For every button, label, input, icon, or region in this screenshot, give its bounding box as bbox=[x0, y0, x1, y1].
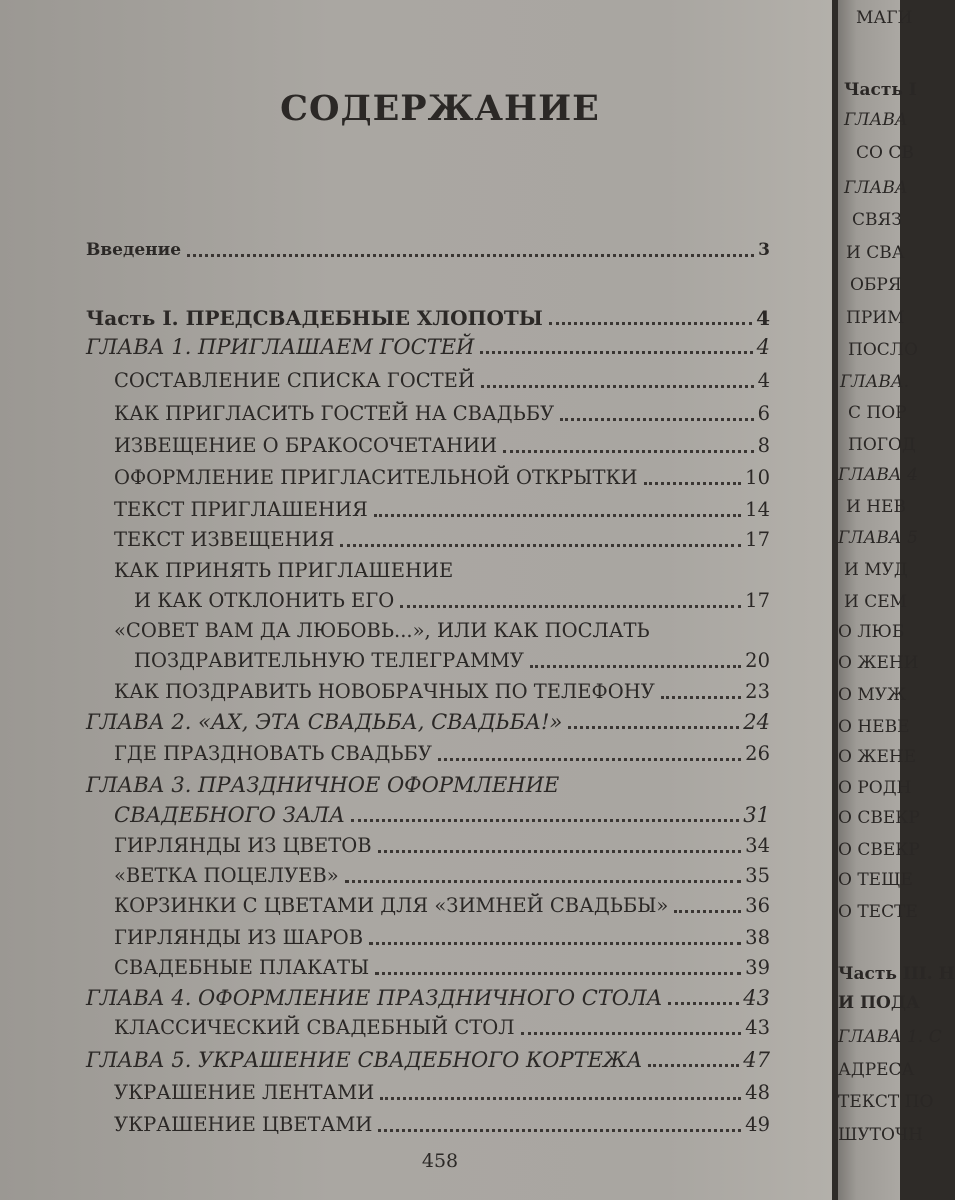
toc-entry-page: 38 bbox=[745, 926, 770, 949]
toc-entry-title: ОФОРМЛЕНИЕ ПРИГЛАСИТЕЛЬНОЙ ОТКРЫТКИ bbox=[114, 466, 638, 489]
toc-entry-page: 48 bbox=[745, 1081, 770, 1104]
toc-entry-page: 6 bbox=[757, 402, 770, 425]
right-page-line: О ЖЕНЕ bbox=[838, 747, 917, 767]
dot-leader bbox=[521, 1032, 742, 1035]
toc-entry-title: И КАК ОТКЛОНИТЬ ЕГО bbox=[134, 589, 395, 612]
toc-intro bbox=[86, 230, 770, 262]
toc-entry-title: ГЛАВА 5. УКРАШЕНИЕ СВАДЕБНОГО КОРТЕЖА bbox=[86, 1048, 643, 1072]
toc-entry-page: 20 bbox=[745, 649, 770, 672]
toc-entry-title: УКРАШЕНИЕ ЦВЕТАМИ bbox=[114, 1113, 373, 1136]
toc-entry-title: СОСТАВЛЕНИЕ СПИСКА ГОСТЕЙ bbox=[114, 369, 475, 392]
dot-leader bbox=[648, 1064, 739, 1067]
toc-entry-page: 8 bbox=[757, 434, 770, 457]
toc-entry-page: 17 bbox=[745, 589, 770, 612]
toc-chapter bbox=[86, 765, 770, 797]
toc-entry-page: 10 bbox=[745, 466, 770, 489]
right-page-line: И СВА bbox=[846, 243, 905, 263]
toc-section bbox=[114, 426, 770, 458]
right-page-line: И НЕВ bbox=[846, 497, 906, 517]
right-page-line: МАГИ bbox=[856, 8, 913, 28]
toc-section bbox=[114, 886, 770, 918]
toc-entry-page: 39 bbox=[745, 956, 770, 979]
dot-leader bbox=[369, 942, 741, 945]
toc-entry-title: ПОЗДРАВИТЕЛЬНУЮ ТЕЛЕГРАММУ bbox=[134, 649, 525, 672]
right-page-line: СО СВ bbox=[856, 143, 914, 163]
dot-leader bbox=[345, 880, 742, 883]
toc-entry-page: 24 bbox=[743, 710, 770, 734]
dot-leader bbox=[374, 514, 741, 517]
right-page-line: ГЛАВА bbox=[844, 178, 908, 198]
toc-section bbox=[114, 948, 770, 980]
right-page-line: Часть I bbox=[844, 80, 917, 100]
right-page-line: С ПОР bbox=[848, 403, 907, 423]
dot-leader bbox=[481, 385, 754, 388]
toc-entry-page: 49 bbox=[745, 1113, 770, 1136]
right-page-line: ПРИМ bbox=[846, 308, 905, 328]
right-page-line: ТЕКСТ ПО bbox=[838, 1092, 934, 1112]
dot-leader bbox=[480, 351, 752, 354]
toc-entry-title: Введение bbox=[86, 240, 182, 260]
toc-entry-page: 4 bbox=[757, 369, 770, 392]
toc-section bbox=[114, 520, 770, 552]
right-page-line: О ЛЮБ bbox=[838, 622, 905, 642]
dot-leader bbox=[644, 482, 742, 485]
toc-entry-page: 31 bbox=[743, 803, 770, 827]
right-page-line: ГЛАВА 4 bbox=[838, 465, 918, 485]
dot-leader bbox=[549, 322, 752, 325]
toc-entry-page: 4 bbox=[756, 306, 770, 330]
dot-leader bbox=[668, 1002, 739, 1005]
dot-leader bbox=[438, 758, 741, 761]
toc-entry-page: 34 bbox=[745, 834, 770, 857]
right-page-line: О НЕВЕ bbox=[838, 717, 910, 737]
toc-entry-title: «СОВЕТ ВАМ ДА ЛЮБОВЬ...», ИЛИ КАК ПОСЛАТЬ bbox=[114, 619, 650, 642]
right-page-line: О ТЕЩЕ bbox=[838, 870, 913, 890]
dot-leader bbox=[375, 972, 741, 975]
right-page-line: О СВЕКР bbox=[838, 808, 920, 828]
dot-leader bbox=[674, 910, 741, 913]
toc-chapter bbox=[114, 795, 770, 827]
toc-entry-page: 17 bbox=[745, 528, 770, 551]
toc-entry-page: 23 bbox=[745, 680, 770, 703]
toc-section bbox=[114, 1105, 770, 1137]
dot-leader bbox=[380, 1097, 741, 1100]
toc-section bbox=[114, 826, 770, 858]
toc-entry-title: ГДЕ ПРАЗДНОВАТЬ СВАДЬБУ bbox=[114, 742, 432, 765]
toc-section bbox=[114, 918, 770, 950]
toc-entry-title: Часть I. ПРЕДСВАДЕБНЫЕ ХЛОПОТЫ bbox=[86, 306, 543, 330]
toc-entry-title: ГЛАВА 3. ПРАЗДНИЧНОЕ ОФОРМЛЕНИЕ bbox=[86, 773, 560, 797]
dot-leader bbox=[187, 254, 754, 257]
toc-entry-title: «ВЕТКА ПОЦЕЛУЕВ» bbox=[114, 864, 339, 887]
toc-section bbox=[134, 641, 770, 673]
toc-section bbox=[114, 458, 770, 490]
right-page-line: О СВЕКР bbox=[838, 840, 920, 860]
toc-entry-title: КЛАССИЧЕСКИЙ СВАДЕБНЫЙ СТОЛ bbox=[114, 1016, 515, 1039]
toc-entry-title: ГЛАВА 4. ОФОРМЛЕНИЕ ПРАЗДНИЧНОГО СТОЛА bbox=[86, 986, 663, 1010]
toc-entry-page: 43 bbox=[743, 986, 770, 1010]
dot-leader bbox=[378, 850, 742, 853]
right-page-line: И ПОДА bbox=[838, 993, 920, 1013]
right-page-line: О МУЖ bbox=[838, 685, 907, 705]
right-page-line: О ТЕСТЕ bbox=[838, 902, 918, 922]
toc-section bbox=[114, 1073, 770, 1105]
dot-leader bbox=[351, 819, 739, 822]
toc-entry-title: ГЛАВА 2. «АХ, ЭТА СВАДЬБА, СВАДЬБА!» bbox=[86, 710, 563, 734]
right-page-line: ГЛАВА bbox=[844, 110, 908, 130]
toc-section bbox=[114, 490, 770, 522]
dot-leader bbox=[378, 1129, 741, 1132]
toc-entry-title: ТЕКСТ ИЗВЕЩЕНИЯ bbox=[114, 528, 335, 551]
page-title: СОДЕРЖАНИЕ bbox=[280, 88, 600, 129]
right-page-line: О РОДН bbox=[838, 778, 912, 798]
toc-section bbox=[114, 672, 770, 704]
toc-entry-title: СВАДЕБНОГО ЗАЛА bbox=[114, 803, 345, 827]
toc-entry-page: 26 bbox=[745, 742, 770, 765]
dot-leader bbox=[400, 605, 741, 608]
right-page-line: ГЛАВА 5 bbox=[838, 528, 918, 548]
dot-leader bbox=[568, 726, 739, 729]
toc-entry-title: ИЗВЕЩЕНИЕ О БРАКОСОЧЕТАНИИ bbox=[114, 434, 498, 457]
toc-entry-title: КАК ПОЗДРАВИТЬ НОВОБРАЧНЫХ ПО ТЕЛЕФОНУ bbox=[114, 680, 655, 703]
toc-entry-title: КОРЗИНКИ С ЦВЕТАМИ ДЛЯ «ЗИМНЕЙ СВАДЬБЫ» bbox=[114, 894, 669, 917]
toc-section bbox=[114, 551, 770, 583]
toc-entry-title: ГИРЛЯНДЫ ИЗ ЦВЕТОВ bbox=[114, 834, 372, 857]
toc-section bbox=[114, 394, 770, 426]
toc-entry-page: 3 bbox=[758, 240, 770, 260]
toc-part bbox=[86, 298, 770, 330]
right-page-line: О ЖЕНИ bbox=[838, 653, 919, 673]
toc-entry-page: 47 bbox=[743, 1048, 770, 1072]
toc-section bbox=[114, 361, 770, 393]
toc-chapter bbox=[86, 1040, 770, 1072]
right-page-line: ПОГОД bbox=[848, 435, 916, 455]
right-page-line: Часть III. Н bbox=[838, 964, 955, 984]
toc-entry-title: КАК ПРИГЛАСИТЬ ГОСТЕЙ НА СВАДЬБУ bbox=[114, 402, 555, 425]
right-page-line: И СЕМ bbox=[844, 592, 908, 612]
toc-chapter bbox=[86, 978, 770, 1010]
toc-section bbox=[114, 856, 770, 888]
right-page-edge bbox=[838, 0, 955, 1200]
dot-leader bbox=[530, 665, 741, 668]
right-page-line: ОБРЯ bbox=[850, 275, 902, 295]
toc-entry-title: ГЛАВА 1. ПРИГЛАШАЕМ ГОСТЕЙ bbox=[86, 335, 475, 359]
toc-entry-page: 14 bbox=[745, 498, 770, 521]
right-page-line: ГЛАВА 1. С bbox=[838, 1027, 942, 1047]
toc-entry-title: УКРАШЕНИЕ ЛЕНТАМИ bbox=[114, 1081, 375, 1104]
dot-leader bbox=[503, 450, 753, 453]
right-page-line: СВЯЗ bbox=[852, 210, 902, 230]
toc-entry-title: ГИРЛЯНДЫ ИЗ ШАРОВ bbox=[114, 926, 364, 949]
page-number: 458 bbox=[421, 1150, 459, 1172]
toc-entry-title: ТЕКСТ ПРИГЛАШЕНИЯ bbox=[114, 498, 368, 521]
dot-leader bbox=[661, 696, 741, 699]
toc-section bbox=[134, 581, 770, 613]
toc-entry-page: 43 bbox=[745, 1016, 770, 1039]
toc-entry-page: 35 bbox=[745, 864, 770, 887]
toc-entry-page: 36 bbox=[745, 894, 770, 917]
right-page-line: И МУД bbox=[844, 560, 908, 580]
dot-leader bbox=[560, 418, 753, 421]
toc-section bbox=[114, 734, 770, 766]
right-page-line: ПОСЛО bbox=[848, 340, 918, 360]
toc-entry-title: СВАДЕБНЫЕ ПЛАКАТЫ bbox=[114, 956, 370, 979]
right-page-line: ГЛАВА. bbox=[840, 372, 910, 392]
toc-entry-page: 4 bbox=[756, 335, 770, 359]
right-page-line: АДРЕСА bbox=[838, 1060, 915, 1080]
toc-entry-title: КАК ПРИНЯТЬ ПРИГЛАШЕНИЕ bbox=[114, 559, 454, 582]
toc-section bbox=[114, 1008, 770, 1040]
toc-section bbox=[114, 611, 770, 643]
toc-chapter bbox=[86, 327, 770, 359]
dot-leader bbox=[340, 544, 741, 547]
right-page-line: ШУТОЧН bbox=[838, 1125, 923, 1145]
toc-chapter bbox=[86, 702, 770, 734]
